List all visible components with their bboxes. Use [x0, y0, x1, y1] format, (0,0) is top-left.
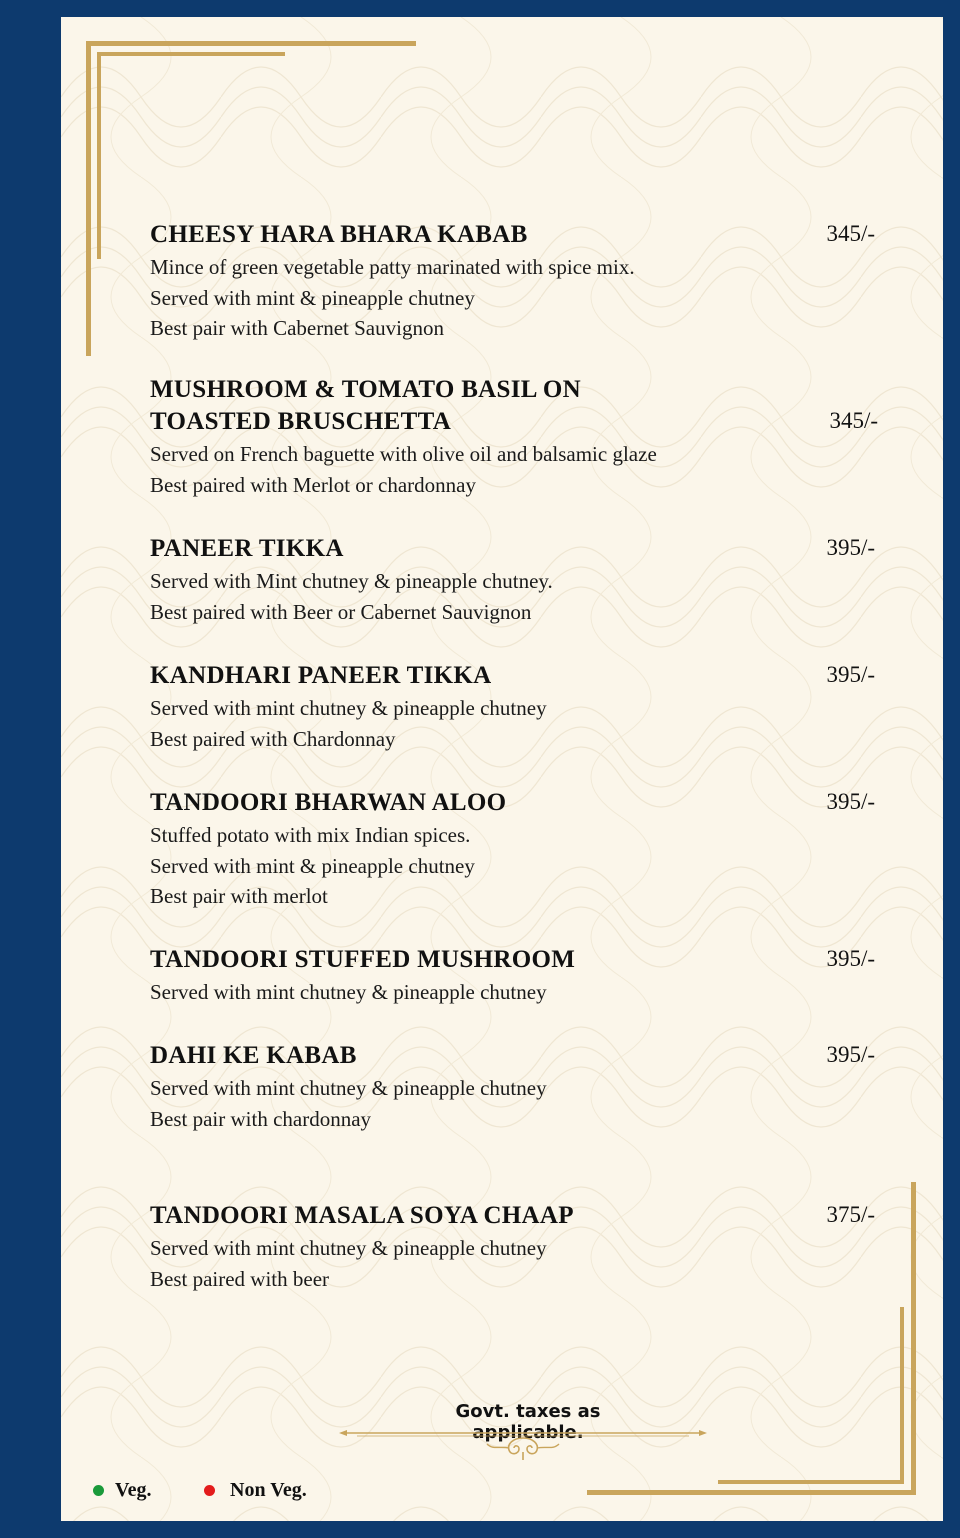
- description-line: Best paired with Chardonnay: [150, 726, 396, 751]
- item-name: TANDOORI BHARWAN ALOO: [150, 789, 507, 816]
- item-name-line-2: TOASTED BRUSCHETTA: [150, 408, 452, 435]
- description-line: Best paired with Merlot or chardonnay: [150, 472, 476, 497]
- corner-frame-bottom-inner: [718, 1480, 904, 1484]
- description-line: Best pair with Cabernet Sauvignon: [150, 316, 444, 340]
- menu-item: [150, 944, 890, 1008]
- item-price: 345/-: [829, 408, 878, 433]
- item-name: TANDOORI STUFFED MUSHROOM: [150, 946, 576, 973]
- description-line: Best pair with merlot: [150, 884, 328, 908]
- item-description: [150, 693, 890, 754]
- description-line: Served with mint chutney & pineapple chutney: [150, 696, 547, 720]
- item-description: [150, 1233, 890, 1294]
- corner-frame-right-outer: [911, 1182, 916, 1495]
- item-price: 345/-: [826, 221, 875, 246]
- legend-non-veg-label: Non Veg.: [230, 1479, 307, 1501]
- description-line: Mince of green vegetable patty marinated with spice mix.: [150, 255, 635, 279]
- description-line: Best paired with beer: [150, 1266, 330, 1291]
- description-line: Best pair with chardonnay: [150, 1106, 372, 1131]
- description-line: Stuffed potato with mix Indian spices.: [150, 823, 471, 847]
- corner-frame-top-outer: [86, 41, 416, 46]
- description-line: Served with mint & pineapple chutney: [150, 285, 475, 310]
- item-name: PANEER TIKKA: [150, 535, 344, 562]
- menu-item: [150, 660, 890, 754]
- item-description: [150, 1073, 890, 1134]
- legend-veg: [93, 1479, 151, 1502]
- scroll-ornament-icon: [337, 1424, 709, 1464]
- menu-item: [150, 533, 890, 627]
- description-line: Served on French baguette with olive oil and balsamic glaze: [150, 442, 657, 466]
- item-description: [150, 566, 890, 627]
- description-line: Served with mint chutney & pineapple chutney: [150, 980, 547, 1004]
- item-description: [150, 977, 890, 1008]
- menu-item: [150, 1200, 890, 1294]
- corner-frame-left-inner: [97, 52, 101, 259]
- menu-item: [150, 1040, 890, 1134]
- item-description: [150, 252, 890, 344]
- item-name: MUSHROOM & TOMATO BASIL ON: [150, 376, 582, 403]
- green-dot-icon: [93, 1485, 104, 1496]
- legend-veg-label: Veg.: [115, 1479, 152, 1501]
- menu-item: [150, 219, 890, 344]
- description-line: Served with mint & pineapple chutney: [150, 853, 475, 878]
- item-name: KANDHARI PANEER TIKKA: [150, 662, 492, 689]
- corner-frame-right-inner: [900, 1307, 904, 1484]
- item-name: DAHI KE KABAB: [150, 1042, 357, 1069]
- description-line: Served with mint chutney & pineapple chutney: [150, 1236, 547, 1260]
- corner-frame-bottom-outer: [587, 1490, 916, 1495]
- item-description: [150, 820, 890, 912]
- description-line: Served with Mint chutney & pineapple chutney.: [150, 569, 553, 593]
- menu-item: [150, 374, 890, 500]
- menu-page: [61, 17, 943, 1521]
- corner-frame-top-inner: [97, 52, 285, 56]
- item-price: 395/-: [826, 789, 875, 814]
- item-price: 395/-: [826, 662, 875, 687]
- tax-note: Govt. taxes as applicable.: [455, 1401, 601, 1443]
- menu-item: [150, 787, 890, 912]
- corner-frame-left-outer: [86, 41, 91, 356]
- item-price: 395/-: [826, 535, 875, 560]
- item-price: 395/-: [826, 1042, 875, 1067]
- item-price: 375/-: [826, 1202, 875, 1227]
- item-description: [150, 439, 890, 500]
- description-line: Served with mint chutney & pineapple chutney: [150, 1076, 547, 1100]
- item-name: TANDOORI MASALA SOYA CHAAP: [150, 1202, 574, 1229]
- description-line: Best paired with Beer or Cabernet Sauvignon: [150, 599, 532, 624]
- legend-non-veg: [204, 1479, 307, 1502]
- item-price: 395/-: [826, 946, 875, 971]
- red-dot-icon: [204, 1485, 215, 1496]
- item-name: CHEESY HARA BHARA KABAB: [150, 221, 528, 248]
